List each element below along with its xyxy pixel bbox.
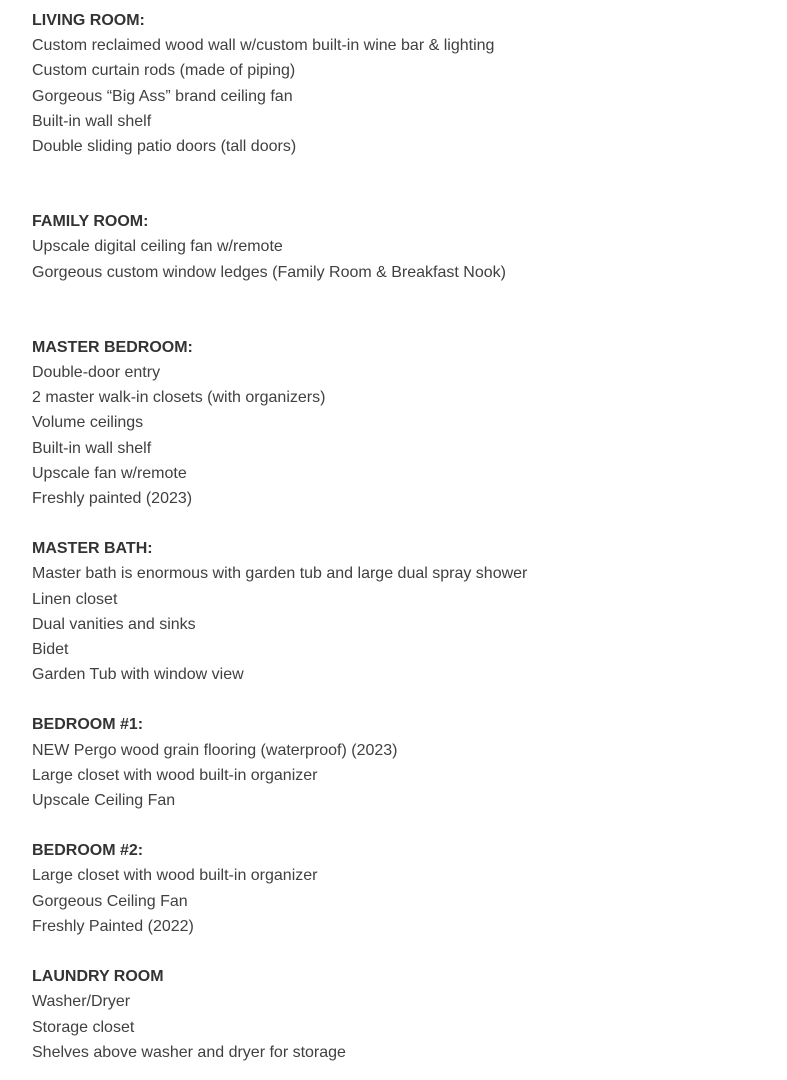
list-item: Built-in wall shelf [32, 112, 152, 130]
section-heading: BEDROOM #1: [32, 716, 144, 734]
section-laundry-room [32, 964, 772, 1065]
list-item: Double sliding patio doors (tall doors) [32, 138, 297, 156]
section-family-room [32, 209, 772, 285]
list-item: Built-in wall shelf [32, 439, 152, 457]
list-item: Upscale fan w/remote [32, 464, 187, 482]
list-item: Shelves above washer and dryer for storage [32, 1043, 346, 1061]
section-heading: MASTER BEDROOM: [32, 338, 193, 356]
spacer [32, 687, 772, 712]
list-item: Garden Tub with window view [32, 666, 244, 684]
section-bedroom-2 [32, 838, 772, 939]
list-item: Gorgeous custom window ledges (Family Room & Breakfast Nook) [32, 263, 506, 281]
list-item: Large closet with wood built-in organizer [32, 766, 318, 784]
list-item: Gorgeous Ceiling Fan [32, 892, 188, 910]
list-item: Double-door entry [32, 364, 161, 382]
section-heading: BEDROOM #2: [32, 842, 144, 860]
section-heading: FAMILY ROOM: [32, 213, 149, 231]
list-item: Dual vanities and sinks [32, 615, 196, 633]
list-item: Custom reclaimed wood wall w/custom built-in wine bar & lighting [32, 37, 495, 55]
list-item: Linen closet [32, 590, 118, 608]
spacer [32, 939, 772, 964]
section-living-room [32, 8, 772, 159]
feature-list-document [32, 8, 772, 1065]
section-bedroom-1 [32, 712, 772, 813]
list-item: Custom curtain rods (made of piping) [32, 62, 296, 80]
list-item: Washer/Dryer [32, 993, 131, 1011]
list-item: Freshly painted (2023) [32, 490, 193, 508]
section-master-bedroom [32, 335, 772, 511]
list-item: 2 master walk-in closets (with organizers) [32, 389, 326, 407]
list-item: Freshly Painted (2022) [32, 917, 194, 935]
list-item: Volume ceilings [32, 414, 144, 432]
spacer [32, 285, 772, 335]
section-heading: LIVING ROOM: [32, 12, 145, 29]
spacer [32, 813, 772, 838]
spacer [32, 159, 772, 209]
list-item: Upscale Ceiling Fan [32, 792, 176, 810]
list-item: Gorgeous “Big Ass” brand ceiling fan [32, 87, 293, 105]
list-item: Upscale digital ceiling fan w/remote [32, 238, 283, 256]
spacer [32, 511, 772, 536]
list-item: Storage closet [32, 1018, 135, 1036]
list-item: NEW Pergo wood grain flooring (waterproof) (2023) [32, 741, 398, 759]
section-heading: LAUNDRY ROOM [32, 968, 164, 986]
section-master-bath [32, 536, 772, 687]
list-item: Bidet [32, 641, 69, 659]
list-item: Large closet with wood built-in organizer [32, 867, 318, 885]
section-heading: MASTER BATH: [32, 540, 153, 558]
list-item: Master bath is enormous with garden tub and large dual spray shower [32, 565, 528, 583]
